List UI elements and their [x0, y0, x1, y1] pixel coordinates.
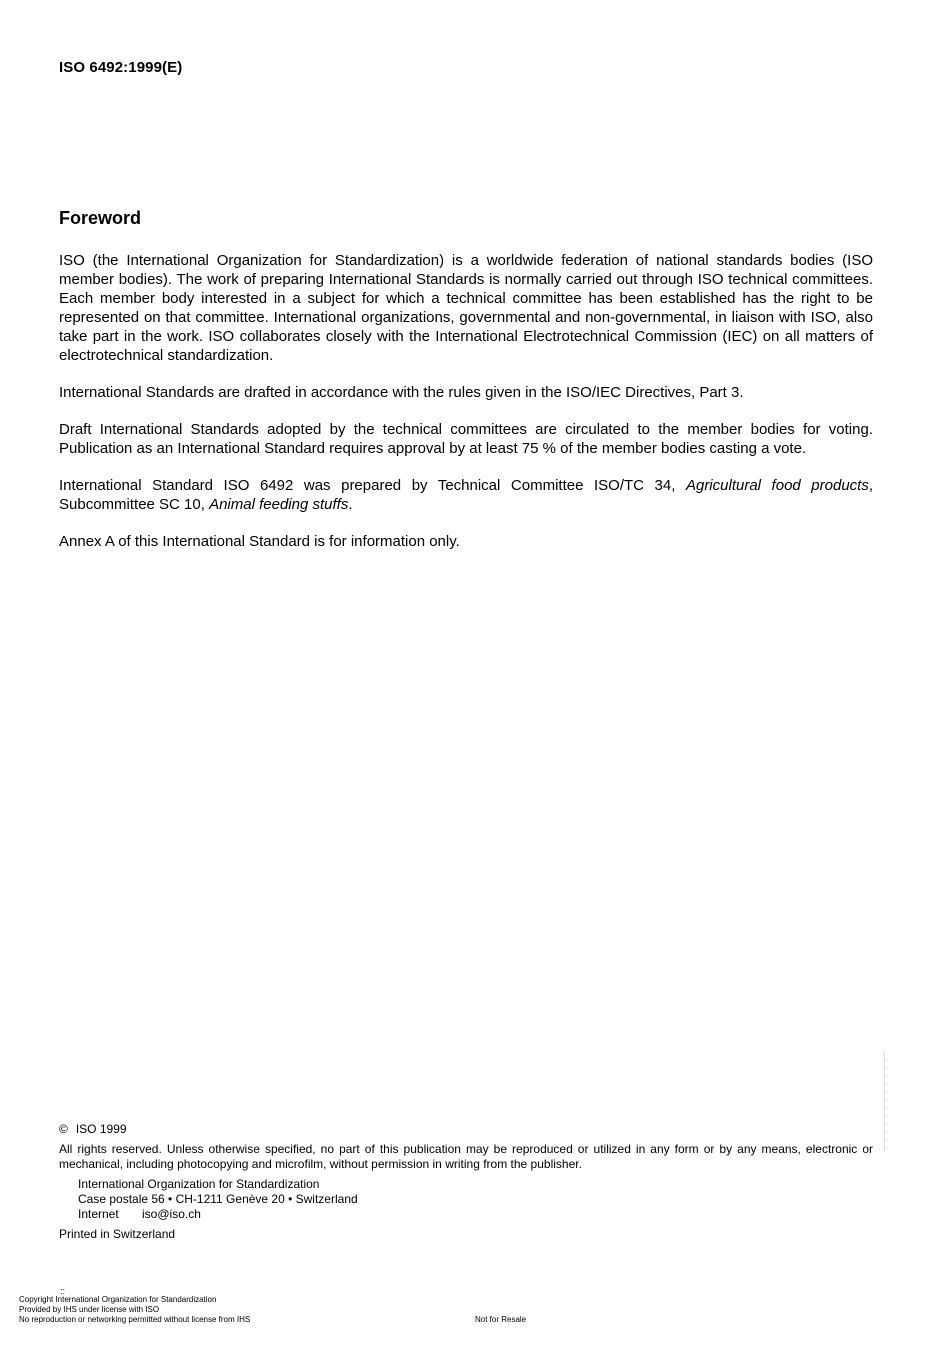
- license-line-3: No reproduction or networking permitted without license from IHS: [19, 1315, 251, 1324]
- paragraph-4-text-c: .: [348, 496, 353, 513]
- internet-email: iso@iso.ch: [142, 1207, 201, 1221]
- paragraph-4-text-b: , Subcommittee SC 10,: [59, 477, 874, 513]
- not-for-resale: Not for Resale: [475, 1315, 527, 1324]
- footer-dots: ::: [60, 1286, 66, 1296]
- foreword-paragraph-2: International Standards are drafted in accordance with the rules given in the ISO/IEC Directives, Part 3.: [59, 384, 744, 401]
- copyright-text: ISO 1999: [75, 1122, 127, 1136]
- foreword-paragraph-5: Annex A of this International Standard is for information only.: [59, 533, 460, 550]
- copyright-symbol: ©: [59, 1122, 68, 1136]
- foreword-paragraph-3: Draft International Standards adopted by the technical committees are circulated to the member bodies for voting. Publication as an International Standard requires approval by at least 75 % of the member bodies casting a vote.: [59, 421, 873, 457]
- margin-marks: [884, 1052, 888, 1152]
- internet-line: [78, 1207, 873, 1222]
- document-id: ISO 6492:1999(E): [59, 59, 183, 76]
- license-line-2: Provided by IHS under license with ISO: [19, 1305, 160, 1314]
- foreword-paragraph-1: ISO (the International Organization for Standardization) is a worldwide federation of national standards bodies (ISO member bodies). The work of preparing International Standards is normally carried out through ISO technical committees. Each member body interested in a subject for which a technical committee has been established has the right to be represented on that committee. International organizations, governmental and non-governmental, in liaison with ISO, also take part in the work. ISO collaborates closely with the International Electrotechnical Commission (IEC) on all matters of electrotechnical standardization.: [59, 252, 873, 364]
- paragraph-4-text-a: International Standard ISO 6492 was prepared by Technical Committee ISO/TC 34,: [59, 477, 686, 494]
- committee-title: Agricultural food products: [685, 477, 869, 494]
- copyright-notice: [59, 1122, 873, 1137]
- org-address: Case postale 56 • CH-1211 Genève 20 • Switzerland: [78, 1192, 358, 1206]
- license-line-1: Copyright International Organization for Standardization: [19, 1295, 217, 1304]
- subcommittee-title: Animal feeding stuffs: [209, 496, 349, 513]
- publisher-address: [78, 1177, 873, 1222]
- org-name: International Organization for Standardization: [78, 1177, 320, 1191]
- printed-location: Printed in Switzerland: [59, 1227, 176, 1241]
- rights-statement: All rights reserved. Unless otherwise specified, no part of this publication may be reproduced or utilized in any form or by any means, electronic or mechanical, including photocopying and microfilm, without permission in writing from the publisher.: [59, 1142, 873, 1171]
- copyright-block: [59, 1122, 873, 1242]
- internet-label: Internet: [78, 1207, 119, 1221]
- license-footer: [19, 1295, 250, 1325]
- foreword-title: Foreword: [59, 208, 142, 228]
- foreword-paragraph-4: [59, 476, 873, 514]
